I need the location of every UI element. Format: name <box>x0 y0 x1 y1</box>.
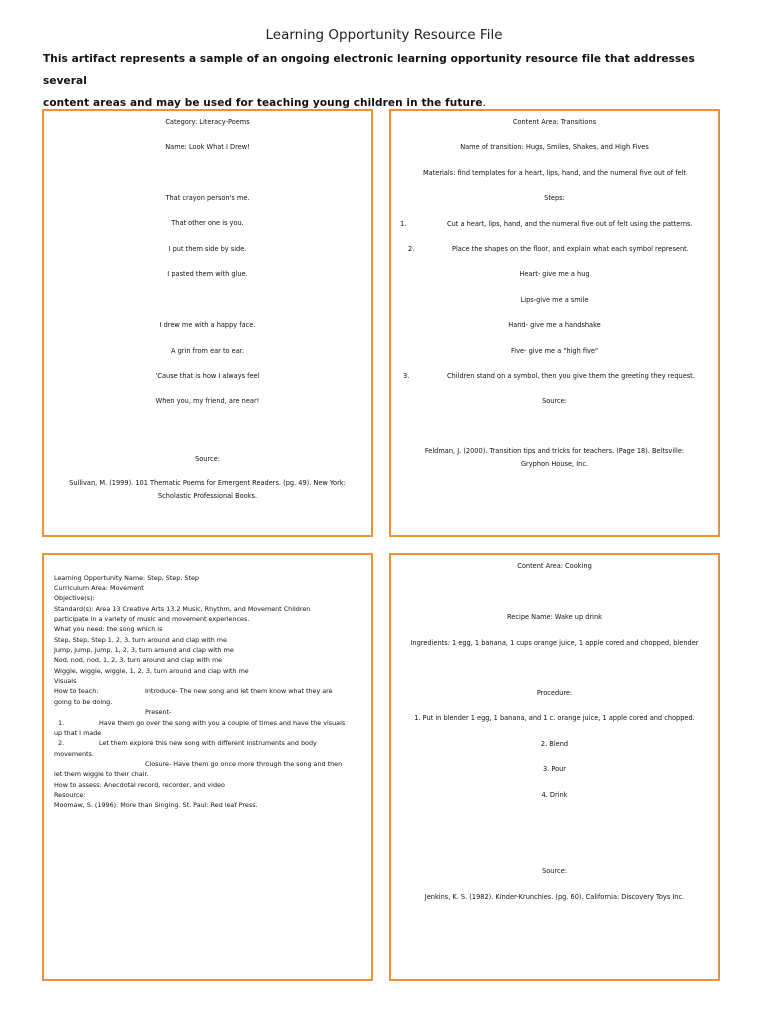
movement-line: Nod, nod, nod, 1, 2, 3, turn around and clap with me <box>54 656 223 664</box>
movement-line: Learning Opportunity Name: Step, Step, Step <box>54 574 199 582</box>
symbol-line: Heart- give me a hug <box>519 270 590 278</box>
procedure-step: 4. Drink <box>541 791 568 799</box>
closure-cont: let them wiggle to their chair. <box>54 770 149 778</box>
teach-item-text: Have them go over the song with you a couple of times and have the visuals <box>99 719 346 727</box>
movement-line: Objective(s): <box>54 594 95 602</box>
poem-verse-line: I drew me with a happy face. <box>159 321 256 329</box>
transitions-source-label: Source: <box>542 397 567 405</box>
movement-line: Standard(s): Area 13 Creative Arts 13.2 Music, Rhythm, and Movement Children <box>54 605 311 613</box>
how-to-assess: How to assess: Anecdotal record, recorder, and video <box>54 781 225 789</box>
page-title: Learning Opportunity Resource File <box>265 27 503 43</box>
recipe-name: Recipe Name: Wake up drink <box>507 613 602 621</box>
procedure-step: 2. Blend <box>540 740 569 748</box>
transitions-citation-line-1: Feldman, J. (2000). Transition tips and tricks for teachers. (Page 18). Beltsville: <box>424 447 685 455</box>
teach-item-cont: up that I made <box>54 729 102 737</box>
poem-name: Name: Look What I Drew! <box>165 143 250 151</box>
movement-line: What you need: the song which is <box>54 625 163 633</box>
poem-card <box>42 109 373 537</box>
symbol-line: Lips-give me a smile <box>520 296 589 304</box>
transition-materials: Materials: find templates for a heart, lips, hand, and the numeral five out of felt <box>422 169 687 177</box>
intro-line-1: This artifact represents a sample of an ongoing electronic learning opportunity resource file that addresses several <box>43 53 695 87</box>
closure-text: Closure- Have them go once more through the song and then <box>145 760 343 768</box>
transitions-content-area: Content Area: Transitions <box>512 118 597 126</box>
poem-verse-line: 'Cause that is how I always feel <box>155 372 260 380</box>
procedure-step: 1. Put in blender 1 egg, 1 banana, and 1 c. orange juice, 1 apple cored and chopped. <box>414 714 695 722</box>
resource-citation: Moomaw, S. (1996). More than Singing. St. Paul: Red leaf Press. <box>54 801 258 809</box>
intro-line-2: content areas and may be used for teaching young children in the future. <box>43 97 487 109</box>
step-text: Children stand on a symbol, then you give them the greeting they request. <box>447 372 695 380</box>
movement-line: Visuals <box>54 677 77 685</box>
procedure-label: Procedure: <box>536 689 573 697</box>
present-label: Present- <box>145 708 172 716</box>
teach-item-number: 1. <box>58 719 65 727</box>
poem-verse-line: That other one is you. <box>171 219 244 227</box>
recipe-ingredients: Ingredients: 1 egg, 1 banana, 1 cups orange juice, 1 apple cored and chopped, blender <box>410 639 699 647</box>
cooking-content-area: Content Area: Cooking <box>517 562 592 570</box>
step-text: Cut a heart, lips, hand, and the numeral five out of felt using the patterns. <box>447 220 693 228</box>
movement-line: participate in a variety of music and movement experiences. <box>54 615 250 623</box>
poem-verse-line: I pasted them with glue. <box>167 270 248 278</box>
movement-line: Curriculum Area: Movement <box>54 584 144 592</box>
transitions-citation-line-2: Gryphon House, Inc. <box>520 460 589 468</box>
resource-label: Resource: <box>54 791 86 799</box>
step-number: 2. <box>408 245 415 253</box>
poem-citation-line-1: Sullivan, M. (1999). 101 Thematic Poems for Emergent Readers. (pg. 49). New York: <box>69 479 346 487</box>
poem-source-label: Source: <box>195 455 220 463</box>
introduce-text: Introduce- The new song and let them know what they are <box>145 687 333 695</box>
poem-verse-line: A grin from ear to ear. <box>171 347 244 355</box>
step-number: 3. <box>403 372 410 380</box>
movement-line: Wiggle, wiggle, wiggle, 1, 2, 3, turn around and clap with me <box>54 667 249 675</box>
movement-line: Jump, jump, jump, 1, 2, 3, turn around and clap with me <box>54 646 234 654</box>
movement-line: Step, Step, Step 1, 2, 3, turn around and clap with me <box>54 636 227 644</box>
cooking-source-label: Source: <box>542 867 567 875</box>
poem-verse-line: I put them side by side. <box>168 245 247 253</box>
poem-category: Category: Literacy-Poems <box>165 118 250 126</box>
how-to-teach-label: How to teach: <box>54 687 99 695</box>
movement-card <box>42 553 373 981</box>
cooking-citation: Jenkins, K. S. (1982). Kinder-Krunchies. (pg. 60). California: Discovery Toys Inc. <box>424 893 685 901</box>
symbol-line: Five- give me a "high five" <box>510 347 598 355</box>
teach-item-number: 2. <box>58 739 65 747</box>
cooking-card <box>389 553 720 981</box>
symbol-line: Hand- give me a handshake <box>508 321 601 329</box>
transition-name: Name of transition: Hugs, Smiles, Shakes, and High Fives <box>460 143 649 151</box>
poem-verse-line: When you, my friend, are near! <box>155 397 260 405</box>
procedure-step: 3. Pour <box>542 765 567 773</box>
step-number: 1. <box>400 220 407 228</box>
step-text: Place the shapes on the floor, and explain what each symbol represent. <box>452 245 689 253</box>
transition-steps-label: Steps: <box>544 194 565 202</box>
transitions-card <box>389 109 720 537</box>
poem-citation-line-2: Scholastic Professional Books. <box>157 492 258 500</box>
intro-paragraph <box>43 48 733 114</box>
teach-item-cont: movements. <box>54 750 94 758</box>
teach-item-text: Let them explore this new song with different instruments and body <box>99 739 317 747</box>
poem-verse-line: That crayon person's me. <box>165 194 250 202</box>
introduce-cont: going to be doing. <box>54 698 113 706</box>
